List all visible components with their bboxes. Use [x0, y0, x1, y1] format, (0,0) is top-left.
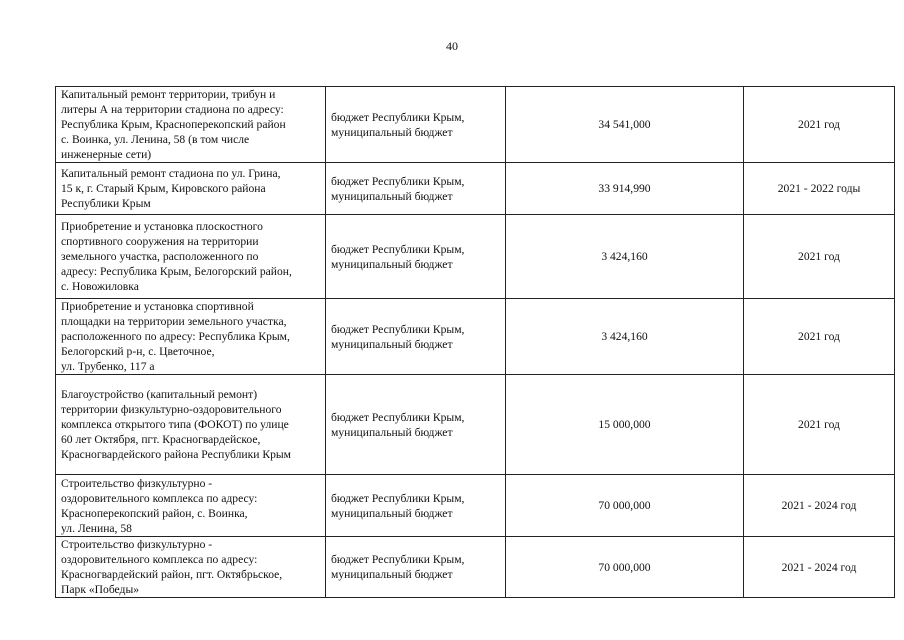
amount-cell: 3 424,160: [506, 215, 744, 299]
amount-cell: 33 914,990: [506, 163, 744, 215]
period-cell: 2021 - 2022 годы: [744, 163, 895, 215]
period-cell: 2021 - 2024 год: [744, 537, 895, 598]
table-row: [56, 163, 895, 215]
object-name-cell: Приобретение и установка спортивной площадки на территории земельного участка, расположенного по адресу: Республика Крым, Белогорский р-н, с. Цветочное, ул. Трубенко, 117 а: [56, 299, 326, 375]
funding-source-cell: бюджет Республики Крым, муниципальный бюджет: [326, 163, 506, 215]
object-name-cell: Приобретение и установка плоскостного спортивного сооружения на территории земельного участка, расположенного по адресу: Республика Крым, Белогорский район, с. Новожиловка: [56, 215, 326, 299]
funding-source-cell: бюджет Республики Крым, муниципальный бюджет: [326, 375, 506, 475]
period-cell: 2021 год: [744, 299, 895, 375]
object-name-cell: Капитальный ремонт территории, трибун и литеры А на территории стадиона по адресу: Республика Крым, Красноперекопский район с. Воинка, ул. Ленина, 58 (в том числе инженерные сети): [56, 87, 326, 163]
amount-cell: 70 000,000: [506, 537, 744, 598]
object-name-cell: Строительство физкультурно - оздоровительного комплекса по адресу: Красноперекопский район, с. Воинка, ул. Ленина, 58: [56, 475, 326, 537]
page-number: 40: [446, 39, 458, 53]
funding-source-cell: бюджет Республики Крым, муниципальный бюджет: [326, 537, 506, 598]
table-row: [56, 537, 895, 598]
amount-cell: 3 424,160: [506, 299, 744, 375]
budget-table: [55, 86, 895, 598]
table-row: [56, 215, 895, 299]
period-cell: 2021 год: [744, 375, 895, 475]
table-row: [56, 299, 895, 375]
amount-cell: 15 000,000: [506, 375, 744, 475]
funding-source-cell: бюджет Республики Крым, муниципальный бюджет: [326, 299, 506, 375]
funding-source-cell: бюджет Республики Крым, муниципальный бюджет: [326, 475, 506, 537]
table-row: [56, 475, 895, 537]
amount-cell: 34 541,000: [506, 87, 744, 163]
funding-source-cell: бюджет Республики Крым, муниципальный бюджет: [326, 87, 506, 163]
table-row: [56, 375, 895, 475]
funding-source-cell: бюджет Республики Крым, муниципальный бюджет: [326, 215, 506, 299]
period-cell: 2021 год: [744, 215, 895, 299]
period-cell: 2021 год: [744, 87, 895, 163]
period-cell: 2021 - 2024 год: [744, 475, 895, 537]
object-name-cell: Строительство физкультурно - оздоровительного комплекса по адресу: Красногвардейский район, пгт. Октябрьское, Парк «Победы»: [56, 537, 326, 598]
table-row: [56, 87, 895, 163]
amount-cell: 70 000,000: [506, 475, 744, 537]
object-name-cell: Капитальный ремонт стадиона по ул. Грина, 15 к, г. Старый Крым, Кировского района Республики Крым: [56, 163, 326, 215]
object-name-cell: Благоустройство (капитальный ремонт) территории физкультурно-оздоровительного комплекса открытого типа (ФОКОТ) по улице 60 лет Октября, пгт. Красногвардейское, Красногвардейского района Республики Крым: [56, 375, 326, 475]
